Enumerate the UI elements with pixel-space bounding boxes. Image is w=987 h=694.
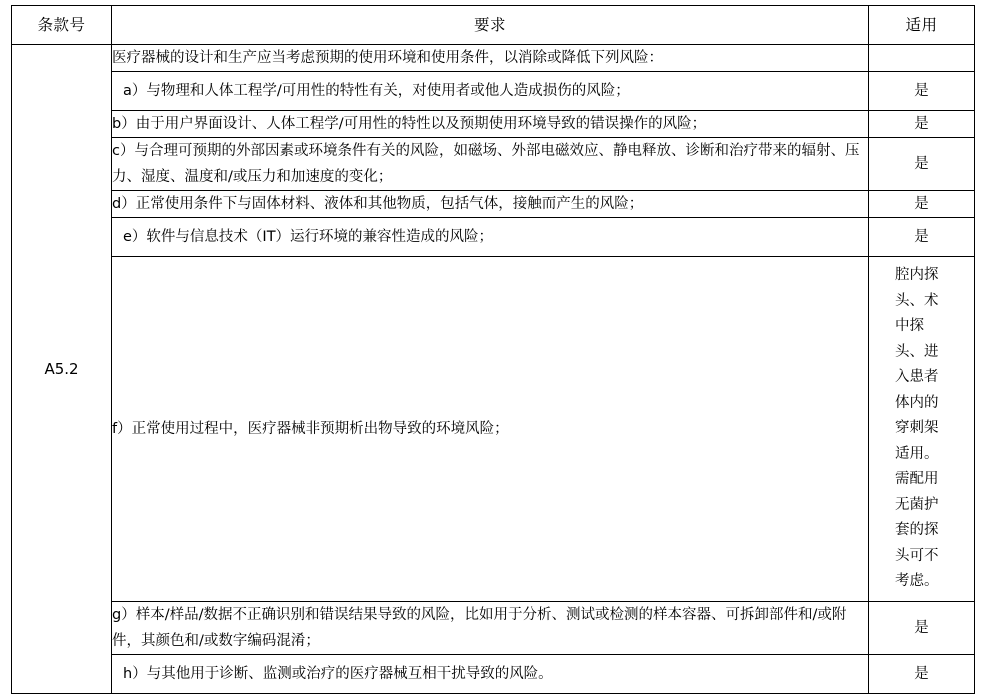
clause-number-cell: A5.2 [12, 45, 112, 694]
table-row [12, 138, 975, 191]
table-row [12, 191, 975, 218]
table-row [12, 257, 975, 602]
table-row [12, 72, 975, 111]
table-row [12, 654, 975, 693]
table-header [12, 6, 975, 45]
requirement-cell-d: d）正常使用条件下与固体材料、液体和其他物质，包括气体，接触而产生的风险； [112, 191, 869, 218]
requirement-cell-e: e）软件与信息技术（IT）运行环境的兼容性造成的风险； [112, 218, 869, 257]
table-body [12, 45, 975, 694]
applicable-intro-cell [869, 45, 975, 72]
column-header-clause-label: 条款号 [37, 16, 86, 34]
requirement-cell-c: c）与合理可预期的外部因素或环境条件有关的风险，如磁场、外部电磁效应、静电释放、诊断和治疗带来的辐射、压力、湿度、温度和/或压力和加速度的变化； [112, 138, 869, 191]
table-row [12, 45, 975, 72]
requirement-cell-h: h）与其他用于诊断、监测或治疗的医疗器械互相干扰导致的风险。 [112, 654, 869, 693]
applicable-cell-h: 是 [869, 654, 975, 693]
requirements-table [11, 5, 975, 694]
column-header-requirement [112, 6, 869, 45]
table-header-row [12, 6, 975, 45]
requirement-cell-a: a）与物理和人体工程学/可用性的特性有关，对使用者或他人造成损伤的风险； [112, 72, 869, 111]
column-header-clause [12, 6, 112, 45]
requirement-intro-cell: 医疗器械的设计和生产应当考虑预期的使用环境和使用条件，以消除或降低下列风险： [112, 45, 869, 72]
requirement-cell-g: g）样本/样品/数据不正确识别和错误结果导致的风险，比如用于分析、测试或检测的样本容器、可拆卸部件和/或附件，其颜色和/或数字编码混淆； [112, 601, 869, 654]
applicable-cell-b: 是 [869, 111, 975, 138]
column-header-requirement-label: 要求 [473, 16, 506, 34]
applicable-cell-e: 是 [869, 218, 975, 257]
table-row [12, 218, 975, 257]
requirement-cell-b: b）由于用户界面设计、人体工程学/可用性的特性以及预期使用环境导致的错误操作的风险； [112, 111, 869, 138]
column-header-applicable [869, 6, 975, 45]
table-row [12, 601, 975, 654]
applicable-cell-f: 腔内探头、术中探头、进入患者体内的穿刺架适用。需配用无菌护套的探头可不考虑。 [869, 257, 975, 602]
applicable-cell-a: 是 [869, 72, 975, 111]
document-page [0, 5, 987, 682]
applicable-cell-g: 是 [869, 601, 975, 654]
column-header-applicable-label: 适用 [905, 16, 938, 34]
applicable-cell-c: 是 [869, 138, 975, 191]
table-row [12, 111, 975, 138]
applicable-cell-d: 是 [869, 191, 975, 218]
requirement-cell-f: f）正常使用过程中，医疗器械非预期析出物导致的环境风险； [112, 257, 869, 602]
